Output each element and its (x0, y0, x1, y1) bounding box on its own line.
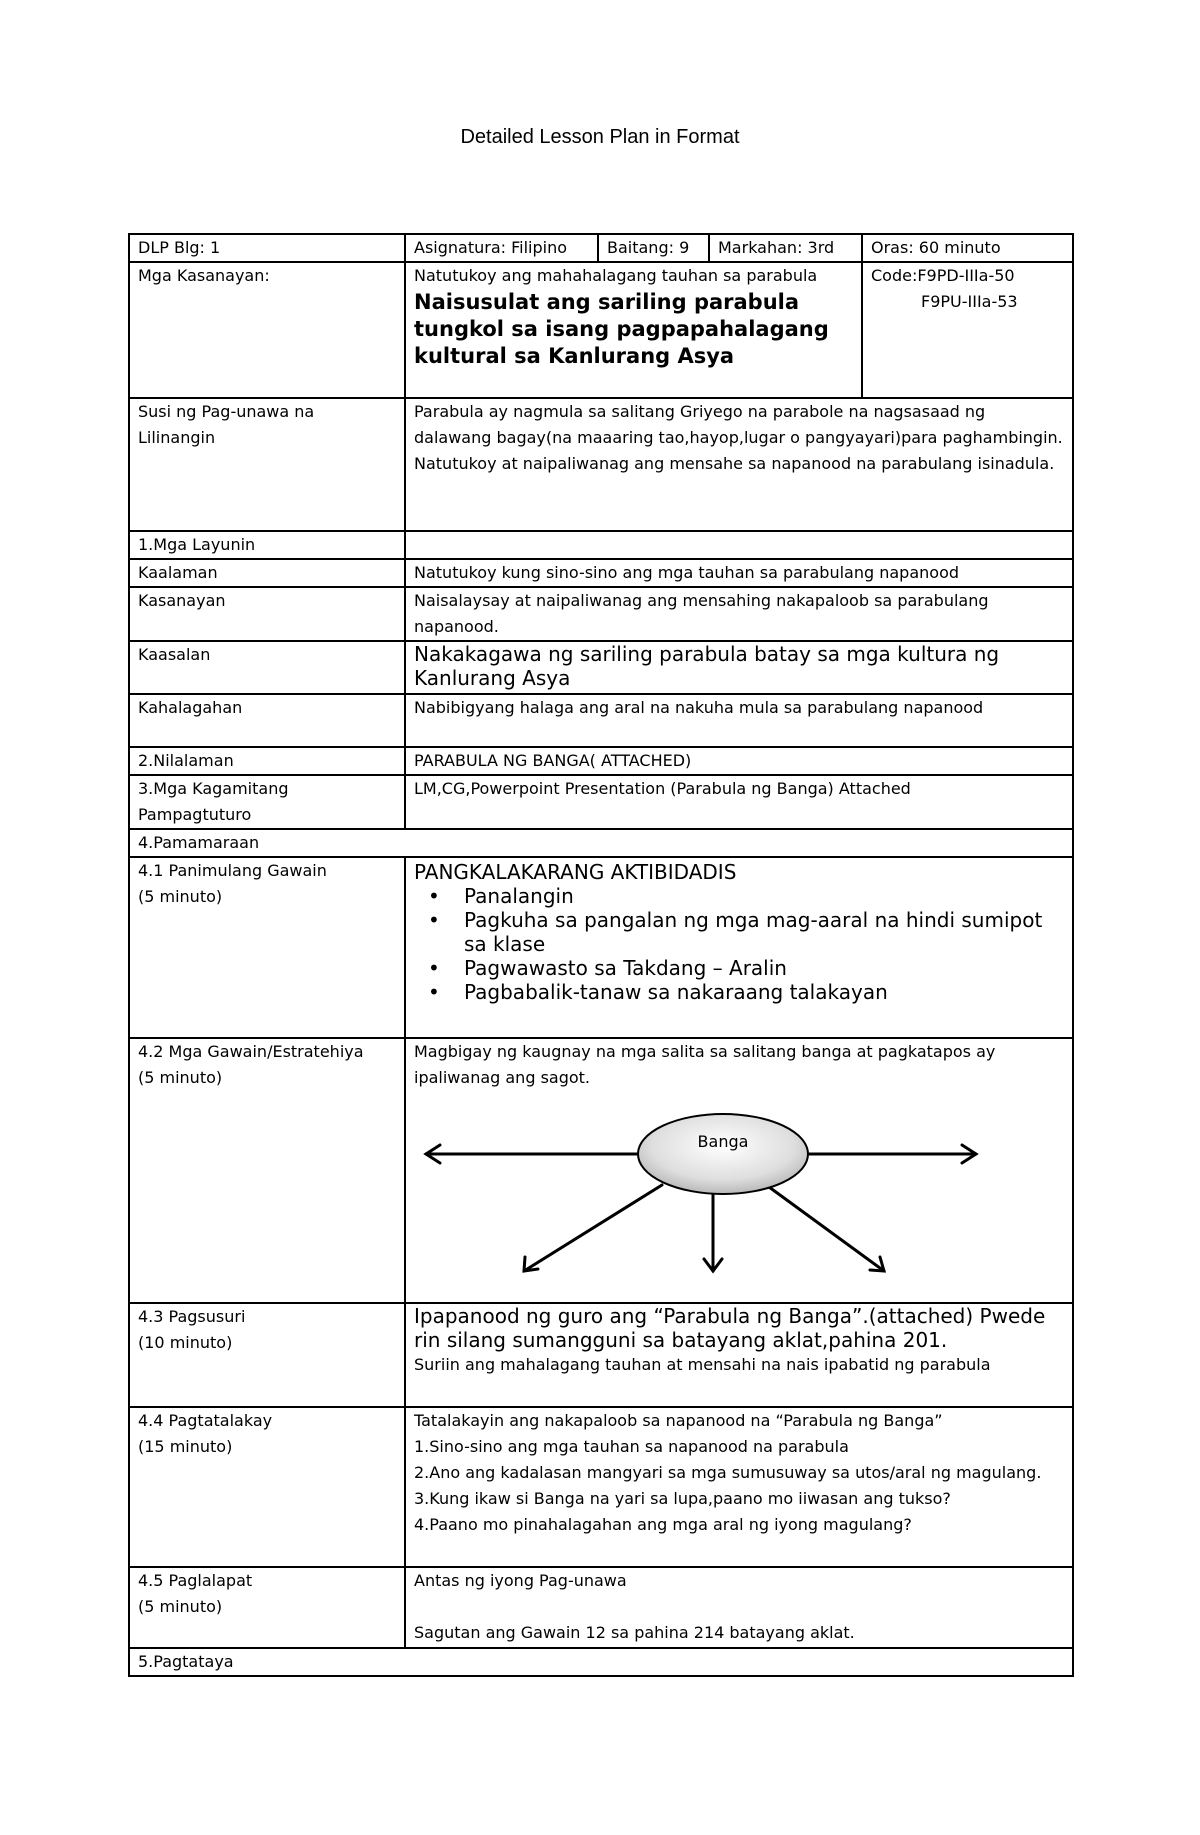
kasanayan-objective-label: Kasanayan (129, 587, 405, 641)
panimula-list (428, 884, 1064, 1004)
pagtatalakay-row (129, 1407, 1073, 1567)
paglalapat-line2: Sagutan ang Gawain 12 sa pahina 214 batayang aklat. (414, 1623, 855, 1642)
gawain-label-cell (129, 1038, 405, 1303)
bullet-icon: • (428, 956, 440, 980)
kasanayan-label: Mga Kasanayan: (129, 262, 405, 398)
pagsusuri-line1: Ipapanood ng guro ang “Parabula ng Banga”.(attached) Pwede rin silang sumangguni sa batayang aklat,pahina 201. (414, 1304, 1046, 1352)
paglalapat-label-cell (129, 1567, 405, 1648)
kaalaman-label: Kaalaman (129, 559, 405, 587)
kagamitan-row (129, 775, 1073, 829)
paglalapat-content (405, 1567, 1073, 1648)
header-row (129, 234, 1073, 262)
arrow-down-right (769, 1187, 884, 1271)
banga-word-web (414, 1099, 1064, 1279)
question-2: 2.Ano ang kadalasan mangyari sa mga sumusuway sa utos/aral ng magulang. (414, 1463, 1042, 1482)
kasanayan-objective-value: Naisalaysay at naipaliwanag ang mensahing nakapaloob sa parabulang napanood. (405, 587, 1073, 641)
pagtatalakay-label: 4.4 Pagtatalakay (138, 1411, 273, 1430)
kahalagahan-label: Kahalagahan (129, 694, 405, 747)
kagamitan-label: 3.Mga Kagamitang Pampagtuturo (129, 775, 405, 829)
dlp-number-cell: DLP Blg: 1 (129, 234, 405, 262)
bullet-icon: • (428, 980, 440, 1004)
page-title: Detailed Lesson Plan in Format (460, 126, 740, 148)
list-item: • Pagwawasto sa Takdang – Aralin (428, 956, 787, 980)
kaalaman-value: Natutukoy kung sino-sino ang mga tauhan sa parabulang napanood (405, 559, 1073, 587)
pagsusuri-content (405, 1303, 1073, 1407)
kasanayan-content (405, 262, 862, 398)
panimula-row (129, 857, 1073, 1038)
gawain-content (405, 1038, 1073, 1303)
baitang-cell: Baitang: 9 (598, 234, 709, 262)
pagsusuri-line2: Suriin ang mahalagang tauhan at mensahi na nais ipabatid ng parabula (414, 1355, 991, 1374)
kasanayan-row (129, 262, 1073, 398)
banga-label: Banga (697, 1132, 749, 1151)
susi-content (405, 398, 1073, 531)
panimula-time: (5 minuto) (138, 887, 223, 906)
kaasalan-row (129, 641, 1073, 694)
list-item: • Pagbabalik-tanaw sa nakaraang talakayan (428, 980, 888, 1004)
pagtatalakay-intro: Tatalakayin ang nakapaloob sa napanood na “Parabula ng Banga” (414, 1411, 943, 1430)
pagsusuri-label: 4.3 Pagsusuri (138, 1307, 246, 1326)
gawain-text: Magbigay ng kaugnay na mga salita sa salitang banga at pagkatapos ay ipaliwanag ang sagot. (414, 1042, 996, 1087)
pagsusuri-row (129, 1303, 1073, 1407)
panimula-label: 4.1 Panimulang Gawain (138, 861, 327, 880)
kaalaman-row (129, 559, 1073, 587)
pagtatalakay-content (405, 1407, 1073, 1567)
pamamaraan-label: 4.Pamamaraan (129, 829, 1073, 857)
arrow-down-left (524, 1185, 662, 1271)
asignatura-cell: Asignatura: Filipino (405, 234, 598, 262)
paglalapat-time: (5 minuto) (138, 1597, 223, 1616)
kahalagahan-row (129, 694, 1073, 747)
paglalapat-label: 4.5 Paglalapat (138, 1571, 253, 1590)
panimula-content (405, 857, 1073, 1038)
layunin-row (129, 531, 1073, 559)
list-item: • Panalangin (428, 884, 574, 908)
kahalagahan-value: Nabibigyang halaga ang aral na nakuha mula sa parabulang napanood (405, 694, 1073, 747)
nilalaman-row (129, 747, 1073, 775)
pagsusuri-time: (10 minuto) (138, 1333, 233, 1352)
code-1: Code:F9PD-IIIa-50 (871, 266, 1015, 285)
bullet-icon: • (428, 884, 440, 908)
gawain-time: (5 minuto) (138, 1068, 223, 1087)
layunin-label: 1.Mga Layunin (129, 531, 405, 559)
oras-cell: Oras: 60 minuto (862, 234, 1073, 262)
susi-paragraph-1: Parabula ay nagmula sa salitang Griyego na parabole na nagsasaad ng dalawang bagay(na maaaring tao,hayop,lugar o pangyayari)para paghambingin. (414, 402, 1063, 447)
pagtatalakay-time: (15 minuto) (138, 1437, 233, 1456)
panimula-label-cell (129, 857, 405, 1038)
susi-row (129, 398, 1073, 531)
kasanayan-line2: Naisusulat ang sariling parabula tungkol sa isang pagpapahalagang kultural sa Kanlurang Asya (414, 290, 829, 368)
question-1: 1.Sino-sino ang mga tauhan sa napanood na parabula (414, 1437, 849, 1456)
panimula-heading: PANGKALAKARANG AKTIBIDADIS (414, 860, 737, 884)
pamamaraan-row (129, 829, 1073, 857)
nilalaman-label: 2.Nilalaman (129, 747, 405, 775)
susi-paragraph-2: Natutukoy at naipaliwanag ang mensahe sa napanood na parabulang isinadula. (414, 454, 1055, 473)
code-2: F9PU-IIIa-53 (921, 292, 1018, 311)
nilalaman-value: PARABULA NG BANGA( ATTACHED) (405, 747, 1073, 775)
question-3: 3.Kung ikaw si Banga na yari sa lupa,paano mo iiwasan ang tukso? (414, 1489, 951, 1508)
pagsusuri-label-cell (129, 1303, 405, 1407)
kagamitan-value: LM,CG,Powerpoint Presentation (Parabula ng Banga) Attached (405, 775, 1073, 829)
question-4: 4.Paano mo pinahalagahan ang mga aral ng iyong magulang? (414, 1515, 912, 1534)
kasanayan-codes (862, 262, 1073, 398)
lesson-plan-table (128, 233, 1074, 1677)
susi-label: Susi ng Pag-unawa na Lilinangin (129, 398, 405, 531)
gawain-label: 4.2 Mga Gawain/Estratehiya (138, 1042, 364, 1061)
paglalapat-row (129, 1567, 1073, 1648)
pagtataya-label: 5.Pagtataya (129, 1648, 1073, 1676)
markahan-cell: Markahan: 3rd (709, 234, 862, 262)
bullet-icon: • (428, 908, 440, 932)
kasanayan-line1: Natutukoy ang mahahalagang tauhan sa parabula (414, 266, 818, 285)
gawain-row (129, 1038, 1073, 1303)
layunin-empty-cell (405, 531, 1073, 559)
kaasalan-value: Nakakagawa ng sariling parabula batay sa mga kultura ng Kanlurang Asya (405, 641, 1073, 694)
word-web-svg (414, 1099, 1054, 1279)
kaasalan-label: Kaasalan (129, 641, 405, 694)
list-item: • Pagkuha sa pangalan ng mga mag-aaral na hindi sumipot sa klase (428, 908, 1043, 956)
paglalapat-line1: Antas ng iyong Pag-unawa (414, 1571, 627, 1590)
pagtatalakay-label-cell (129, 1407, 405, 1567)
pagtataya-row (129, 1648, 1073, 1676)
kasanayan-objective-row (129, 587, 1073, 641)
